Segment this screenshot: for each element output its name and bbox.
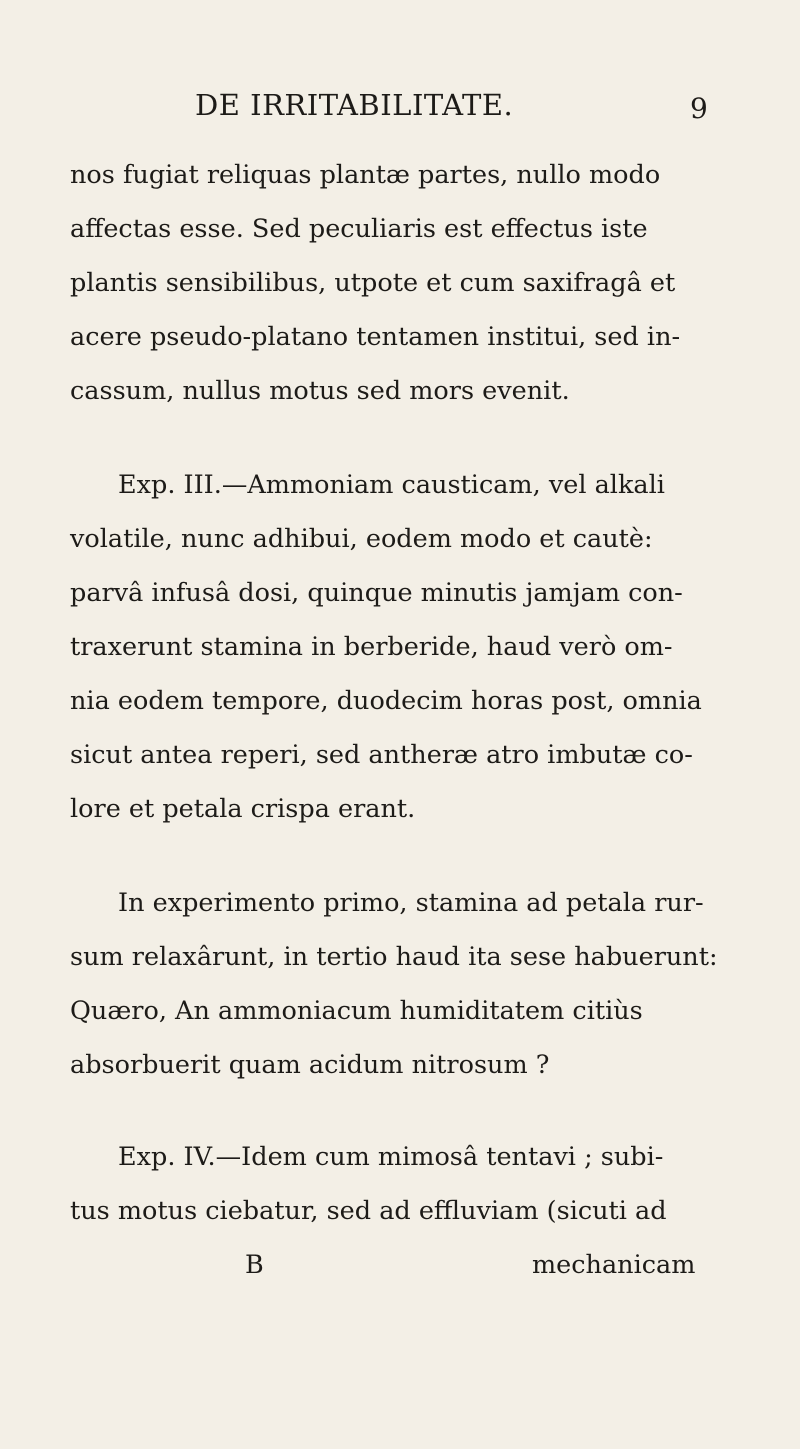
text-line: nia eodem tempore, duodecim horas post, omnia: [70, 686, 702, 716]
text-line: In experimento primo, stamina ad petala rur-: [118, 888, 704, 918]
text-line: Exp. IV.—Idem cum mimosâ tentavi ; subi-: [118, 1142, 664, 1172]
text-line: parvâ infusâ dosi, quinque minutis jamjam con-: [70, 578, 683, 608]
text-line: lore et petala crispa erant.: [70, 794, 416, 824]
text-line: cassum, nullus motus sed mors evenit.: [70, 376, 570, 406]
text-line: Exp. III.—Ammoniam causticam, vel alkali: [118, 470, 665, 500]
text-line: absorbuerit quam acidum nitrosum ?: [70, 1050, 550, 1080]
catchword: mechanicam: [532, 1250, 696, 1280]
text-line: traxerunt stamina in berberide, haud verò om-: [70, 632, 673, 662]
text-line: tus motus ciebatur, sed ad effluviam (sicuti ad: [70, 1196, 667, 1226]
text-line: affectas esse. Sed peculiaris est effectus iste: [70, 214, 648, 244]
text-line: sum relaxârunt, in tertio haud ita sese habuerunt:: [70, 942, 718, 972]
text-line: plantis sensibilibus, utpote et cum saxifragâ et: [70, 268, 676, 298]
text-line: volatile, nunc adhibui, eodem modo et cautè:: [70, 524, 653, 554]
running-head: DE IRRITABILITATE.: [195, 88, 514, 122]
page-number: 9: [690, 92, 708, 125]
text-line: Quæro, An ammoniacum humiditatem citiùs: [70, 996, 643, 1026]
text-line: acere pseudo-platano tentamen institui, sed in-: [70, 322, 681, 352]
text-line: nos fugiat reliquas plantæ partes, nullo modo: [70, 160, 661, 190]
text-line: sicut antea reperi, sed antheræ atro imbutæ co-: [70, 740, 693, 770]
signature-mark: B: [245, 1250, 264, 1280]
